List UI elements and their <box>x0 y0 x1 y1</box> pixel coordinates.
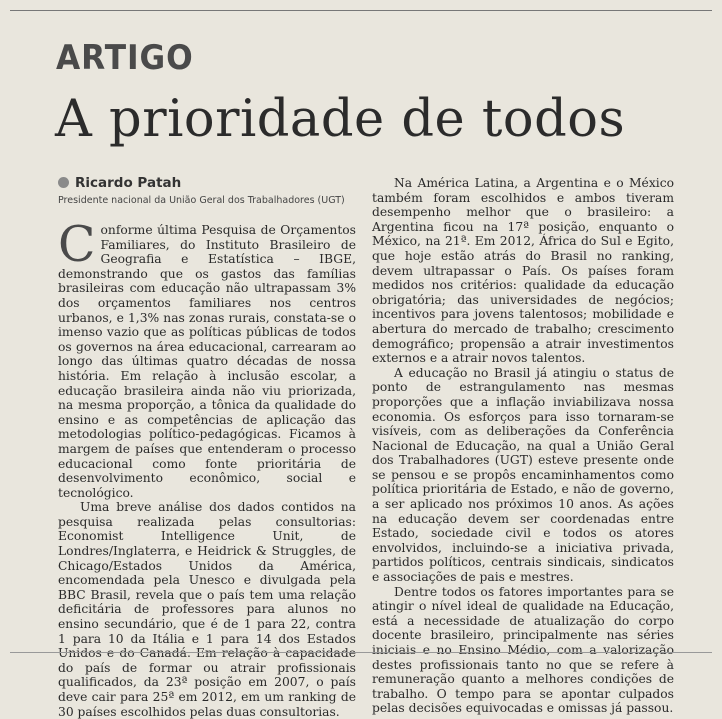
paragraph: Dentre todos os fatores importantes para se atingir o nível ideal de qualidade na Educação, está a necessidade de atualização do corpo docente brasileiro, principalmente nas séries iniciais e no Ensino Médio, com a valorização destes profissionais tanto no que se refere à remuneração quanto a melhores condições de trabalho. O tempo para se apontar culpados pelas decisões equivocadas e omissas já passou. <box>372 584 674 716</box>
bullet-dot-icon <box>58 177 69 188</box>
author-name: Ricardo Patah <box>75 175 182 191</box>
byline <box>58 175 181 191</box>
paragraph: A educação no Brasil já atingiu o status de ponto de estrangulamento nas mesmas proporções que a inflação inviabilizava nossa economia. Os esforços para isso tornaram-se visíveis, com as deliberações da Conferência Nacional de Educação, na qual a União Geral dos Trabalhadores (UGT) esteve presente onde se pensou e se propôs encaminhamentos como política prioritária de Estado, e não de governo, a ser aplicado nos próximos 10 anos. As ações na educação devem ser coordenadas entre Estado, sociedade civil e todos os atores envolvidos, incluindo-se a iniciativa privada, partidos políticos, centrais sindicais, sindicatos e associações de pais e mestres. <box>372 365 674 585</box>
paragraph: Na América Latina, a Argentina e o México também foram escolhidos e ambos tiveram desempenho melhor que o brasileiro: a Argentina ficou na 17ª posição, enquanto o México, na 21ª. Em 2012, África do Sul e Egito, que hoje estão atrás do Brasil no ranking, devem ultrapassar o País. Os países foram medidos nos critérios: qualidade da educação obrigatória; das universidades de negócios; incentivos para jovens talentosos; mobilidade e abertura do mercado de trabalho; crescimento demográfico; propensão a atrair investimentos externos e a atrair novos talentos. <box>372 176 674 366</box>
headline: A prioridade de todos <box>55 90 626 149</box>
bottom-rule <box>10 652 712 653</box>
article-column-left <box>58 216 356 719</box>
paragraph: Uma breve análise dos dados contidos na pesquisa realizada pelas consultorias: Economist Intelligence Unit, de Londres/Inglaterra, e Heidrick & Struggles, de Chicago/Estados Unidos da América, encomendada pela Unesco e divulgada pela BBC Brasil, revela que o país tem uma relação deficitária de professores para alunos no ensino secundário, que é de 1 para 22, contra 1 para 10 da Itália e 1 para 14 dos Estados Unidos e do Canadá. Em relação à capacidade do país de formar ou atrair profissionais qualificados, da 23ª posição em 2007, o país deve cair para 25ª em 2012, em um ranking de 30 países escolhidos pelas duas consultorias. <box>58 500 356 719</box>
article-column-right <box>372 176 674 716</box>
paragraph <box>58 216 356 500</box>
section-tag: ARTIGO <box>56 38 194 78</box>
author-role: Presidente nacional da União Geral dos Trabalhadores (UGT) <box>58 195 345 206</box>
paragraph-text: onforme última Pesquisa de Orçamentos Familiares, do Instituto Brasileiro de Geografia e Estatística – IBGE, demonstrando que os gastos das famílias brasileiras com educação não ultrapassam 3% dos orçamentos familiares nos centros urbanos, e 1,3% nas zonas rurais, constata-se o imenso vazio que as políticas públicas de todos os governos na área educacional, carrearam ao longo das últimas quatro décadas de nossa história. Em relação à inclusão escolar, a educação brasileira ainda não viu priorizada, na mesma proporção, a tônica da qualidade do ensino e as competências de aplicação das metodologias político-pedagógicas. Ficamos à margem de países que entenderam o processo educacional como fonte prioritária de desenvolvimento econômico, social e tecnológico. <box>58 223 356 500</box>
top-rule <box>10 10 712 11</box>
drop-cap: C <box>58 216 96 273</box>
